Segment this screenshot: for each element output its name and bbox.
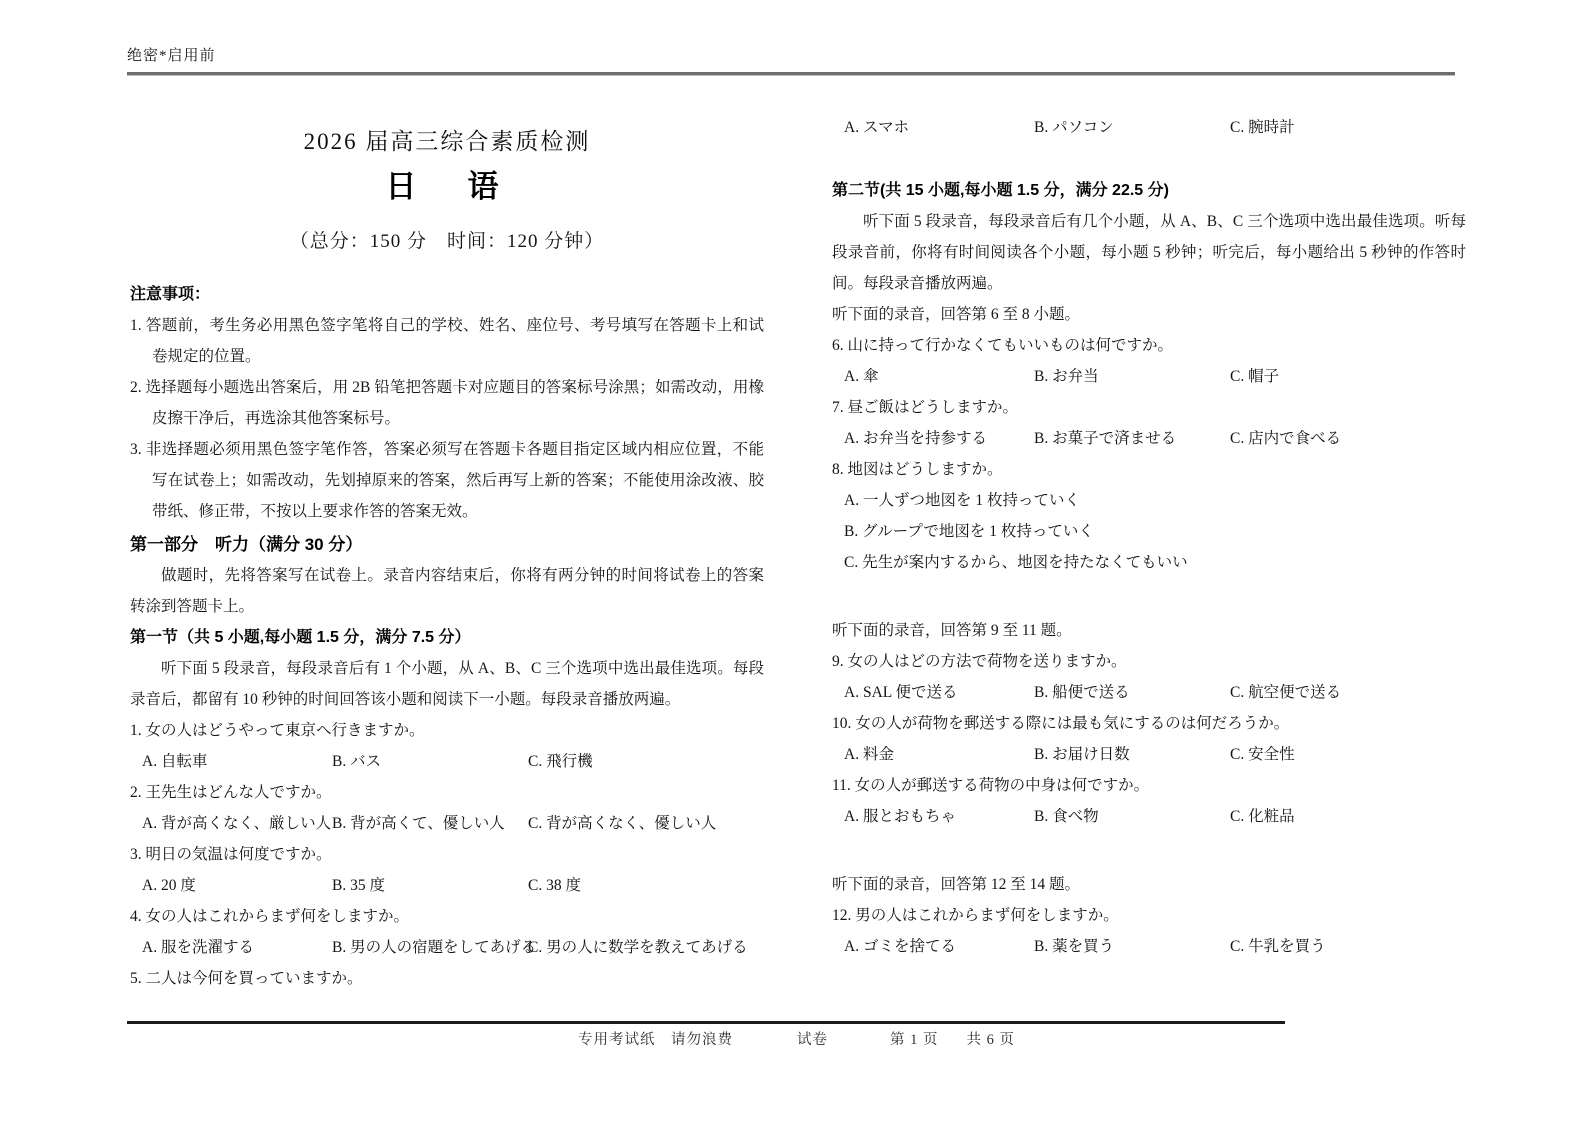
question-4-option-a: A. 服を洗濯する	[142, 939, 254, 956]
exam-title: 2026 届高三综合素质检测	[303, 129, 591, 154]
part1-intro: 做题时，先将答案写在试卷上。录音内容结束后，你将有两分钟的时间将试卷上的答案转涂到答题卡上。	[130, 567, 764, 615]
question-11-option-c: C. 化粧品	[1230, 808, 1295, 825]
question-3-option-b: B. 35 度	[332, 877, 385, 894]
section2-heading: 第二节(共 15 小题,每小题 1.5 分，满分 22.5 分)	[832, 182, 1169, 199]
question-5-option-a: A. スマホ	[844, 119, 910, 136]
two-column-body	[130, 88, 1466, 994]
question-6-options	[832, 361, 1466, 392]
score-time-info: （总分：150 分 时间：120 分钟）	[289, 231, 605, 252]
question-5-option-b: B. パソコン	[1034, 119, 1114, 136]
question-11-option-a: A. 服とおもちゃ	[844, 808, 956, 825]
question-6-option-b: B. お弁当	[1034, 368, 1099, 385]
question-4-options	[130, 932, 764, 963]
question-12: 12. 男の人はこれからまず何をしますか。	[832, 907, 1119, 924]
question-4-option-c: C. 男の人に数学を教えてあげる	[528, 939, 748, 956]
header-rule	[127, 72, 1455, 76]
part1-heading: 第一部分 听力（满分 30 分）	[130, 535, 363, 554]
footer	[578, 1028, 1015, 1049]
left-column	[130, 88, 764, 994]
question-6-option-a: A. 傘	[844, 368, 879, 385]
footer-page-number: 第 1 页	[890, 1032, 939, 1048]
question-2-options	[130, 808, 764, 839]
question-12-option-c: C. 牛乳を買う	[1230, 938, 1326, 955]
classification-label: 绝密*启用前	[127, 48, 216, 64]
question-10-option-c: C. 安全性	[1230, 746, 1295, 763]
question-7-options	[832, 423, 1466, 454]
question-11-options	[832, 801, 1466, 832]
question-2-option-c: C. 背が高くなく、優しい人	[528, 815, 717, 832]
question-11-option-b: B. 食べ物	[1034, 808, 1099, 825]
question-1-option-b: B. バス	[332, 753, 382, 770]
question-3-options	[130, 870, 764, 901]
listen-note-9-11: 听下面的录音，回答第 9 至 11 题。	[832, 622, 1072, 639]
question-10: 10. 女の人が荷物を郵送する際には最も気にするのは何だろうか。	[832, 715, 1290, 732]
question-6-option-c: C. 帽子	[1230, 368, 1280, 385]
question-1-options	[130, 746, 764, 777]
notice-item-2: 2. 选择题每小题选出答案后，用 2B 铅笔把答题卡对应题目的答案标号涂黑；如需改动，用橡皮擦干净后，再选涂其他答案标号。	[130, 379, 764, 427]
question-8-option-a: A. 一人ずつ地図を 1 枚持っていく	[844, 492, 1080, 509]
question-7-option-c: C. 店内で食べる	[1230, 430, 1342, 447]
question-12-option-b: B. 薬を買う	[1034, 938, 1115, 955]
right-column	[832, 88, 1466, 994]
question-4: 4. 女の人はこれからまず何をしますか。	[130, 908, 410, 925]
notice-item-3: 3. 非选择题必须用黑色签字笔作答，答案必须写在答题卡各题目指定区域内相应位置，不能写在试卷上；如需改动，先划掉原来的答案，然后再写上新的答案；不能使用涂改液、胶带纸、修正带，不按以上要求作答的答案无效。	[130, 441, 764, 520]
subject-title: 日 语	[385, 169, 509, 204]
question-3-option-c: C. 38 度	[528, 877, 581, 894]
question-12-option-a: A. ゴミを捨てる	[844, 938, 956, 955]
question-10-option-a: A. 料金	[844, 746, 894, 763]
question-5-option-c: C. 腕時計	[1230, 119, 1295, 136]
listen-note-6-8: 听下面的录音，回答第 6 至 8 小题。	[832, 306, 1081, 323]
question-9-option-b: B. 船便で送る	[1034, 684, 1130, 701]
notice-item-1: 1. 答题前，考生务必用黑色签字笔将自己的学校、姓名、座位号、考号填写在答题卡上和试卷规定的位置。	[130, 317, 764, 365]
notice-heading: 注意事项：	[130, 286, 211, 303]
footer-page-total: 共 6 页	[966, 1032, 1015, 1048]
question-7-option-b: B. お菓子で済ませる	[1034, 430, 1177, 447]
question-3: 3. 明日の気温は何度ですか。	[130, 846, 332, 863]
section1-heading: 第一节（共 5 小题,每小题 1.5 分，满分 7.5 分）	[130, 629, 471, 646]
question-10-options	[832, 739, 1466, 770]
question-9-options	[832, 677, 1466, 708]
question-7-option-a: A. お弁当を持参する	[844, 430, 987, 447]
question-1: 1. 女の人はどうやって東京へ行きますか。	[130, 722, 425, 739]
question-5: 5. 二人は今何を買っていますか。	[130, 970, 363, 987]
question-9-option-c: C. 航空便で送る	[1230, 684, 1342, 701]
question-2: 2. 王先生はどんな人ですか。	[130, 784, 332, 801]
question-8-option-c: C. 先生が案内するから、地図を持たなくてもいい	[844, 554, 1188, 571]
listen-note-12-14: 听下面的录音，回答第 12 至 14 题。	[832, 876, 1081, 893]
question-6: 6. 山に持って行かなくてもいいものは何ですか。	[832, 337, 1174, 354]
footer-paper-notice: 专用考试纸 请勿浪费	[578, 1032, 733, 1048]
footer-doc-type: 试卷	[797, 1032, 828, 1048]
question-2-option-a: A. 背が高くなく、厳しい人	[142, 815, 332, 832]
question-12-options	[832, 931, 1466, 962]
question-9: 9. 女の人はどの方法で荷物を送りますか。	[832, 653, 1127, 670]
section2-intro: 听下面 5 段录音，每段录音后有几个小题，从 A、B、C 三个选项中选出最佳选项。听每段录音前，你将有时间阅读各个小题，每小题 5 秒钟；听完后，每小题给出 5 秒钟的作答时间。每段录音播放两遍。	[832, 213, 1466, 292]
question-8: 8. 地図はどうしますか。	[832, 461, 1003, 478]
question-3-option-a: A. 20 度	[142, 877, 196, 894]
question-7: 7. 昼ご飯はどうしますか。	[832, 399, 1019, 416]
question-10-option-b: B. お届け日数	[1034, 746, 1130, 763]
question-1-option-c: C. 飛行機	[528, 753, 593, 770]
question-11: 11. 女の人が郵送する荷物の中身は何ですか。	[832, 777, 1150, 794]
footer-rule	[127, 1021, 1285, 1024]
question-5-options	[832, 112, 1466, 143]
question-1-option-a: A. 自転車	[142, 753, 208, 770]
question-9-option-a: A. SAL 便で送る	[844, 684, 958, 701]
section1-intro: 听下面 5 段录音，每段录音后有 1 个小题，从 A、B、C 三个选项中选出最佳选项。每段录音后，都留有 10 秒钟的时间回答该小题和阅读下一小题。每段录音播放两遍。	[130, 660, 764, 708]
question-2-option-b: B. 背が高くて、優しい人	[332, 815, 505, 832]
question-4-option-b: B. 男の人の宿題をしてあげる	[332, 939, 537, 956]
question-8-option-b: B. グループで地図を 1 枚持っていく	[844, 523, 1094, 540]
